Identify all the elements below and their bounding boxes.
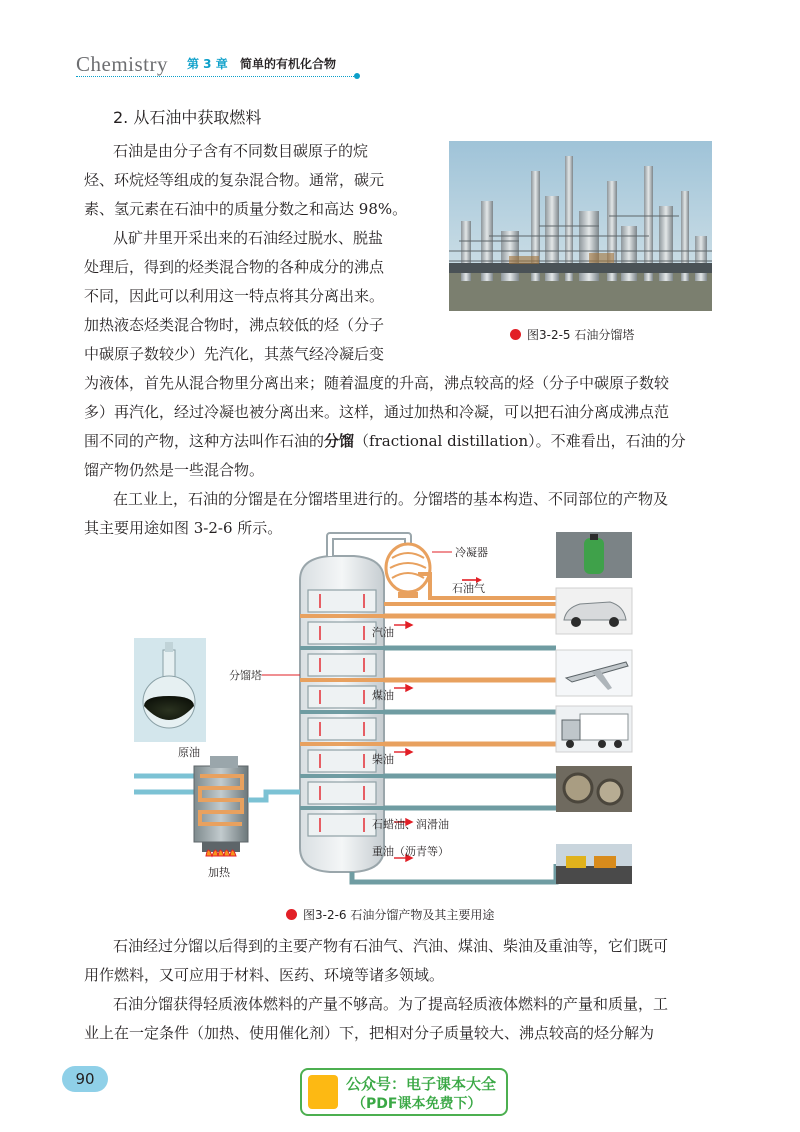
label-heavy-oil: 重油（沥青等） [372,845,449,858]
header-dot [354,73,360,79]
product-car [556,588,632,634]
product-road-paving [556,844,632,884]
watermark-line-1: 公众号：电子课本大全 [346,1075,497,1093]
paragraph-3: 在工业上，石油的分馏是在分馏塔里进行的。分馏塔的基本构造、不同部位的产物及 其主要用途如图 3-2-6 所示。 [84,490,669,537]
product-airplane [556,650,632,696]
figure-1-caption: 图3-2-5 石油分馏塔 [510,326,634,343]
paragraph-4: 石油经过分馏以后得到的主要产物有石油气、汽油、煤油、柴油及重油等，它们既可 用作燃料，又可应用于材料、医药、环境等诸多领域。 [84,937,669,984]
svg-text:石油气: 石油气 [452,582,485,595]
header-brand: Chemistry [76,52,168,76]
section-title: 2. 从石油中获取燃料 [113,108,262,127]
paragraph-2-continued: 为液体，首先从混合物里分离出来；随着温度的升高，沸点较高的烃（分子中碳原子数较 多）再汽化，经过冷凝也被分离出来。这样，通过加热和冷凝，可以把石油分离成沸点范 围不同的产物，这种方法叫作石油的分馏（fractional distillation）。不难看出，石油的分 馏产物仍然是一些混合物。 [84,374,686,479]
product-truck [556,706,632,752]
caption-bullet-icon [510,329,521,340]
product-gas-cylinder [556,532,632,578]
figure-2-caption: 图3-2-6 石油分馏产物及其主要用途 [286,906,494,923]
paragraph-1: 石油是由分子含有不同数目碳原子的烷 烃、环烷烃等组成的复杂混合物。通常，碳元 素、氢元素在石油中的质量分数之和高达 98%。 [84,142,408,218]
refinery-photo [449,141,712,311]
svg-text:冷凝器: 冷凝器 [455,546,488,559]
label-gasoline: 汽油 [372,626,394,639]
header-title: 简单的有机化合物 [240,57,337,71]
label-tower: 分馏塔 [229,669,262,682]
header-rule [76,76,356,77]
fractional-distillation-diagram [132,530,642,892]
caption-bullet-icon [286,909,297,920]
paragraph-5: 石油分馏获得轻质液体燃料的产量不够高。为了提高轻质液体燃料的产量和质量，工 业上在一定条件（加热、使用催化剂）下，把相对分子质量较大、沸点较高的烃分解为 [84,995,669,1042]
page-number: 90 [62,1066,108,1092]
header-chapter: 第 3 章 [187,57,228,71]
product-gears [556,766,632,812]
label-kerosene: 煤油 [372,689,394,702]
term-fractional-distillation: 分馏 [324,432,355,450]
paragraph-2: 从矿井里开采出来的石油经过脱水、脱盐 处理后，得到的烃类混合物的各种成分的沸点 不同，因此可以利用这一特点将其分离出来。 加热液态烃类混合物时，沸点较低的烃（分子 中碳原子数较少）先汽化，其蒸气经冷凝后变 [84,229,385,363]
furnace [194,756,248,852]
crude-oil-flask [134,638,206,742]
label-wax-lube: 石蜡油、润滑油 [372,818,449,831]
label-diesel: 柴油 [372,753,394,766]
condenser [386,544,430,598]
watermark-line-2: （PDF课本免费下） [352,1096,482,1112]
label-heating: 加热 [208,866,230,879]
label-crude: 原油 [178,746,200,759]
watermark-logo-icon [308,1075,338,1109]
watermark-badge [300,1068,508,1116]
